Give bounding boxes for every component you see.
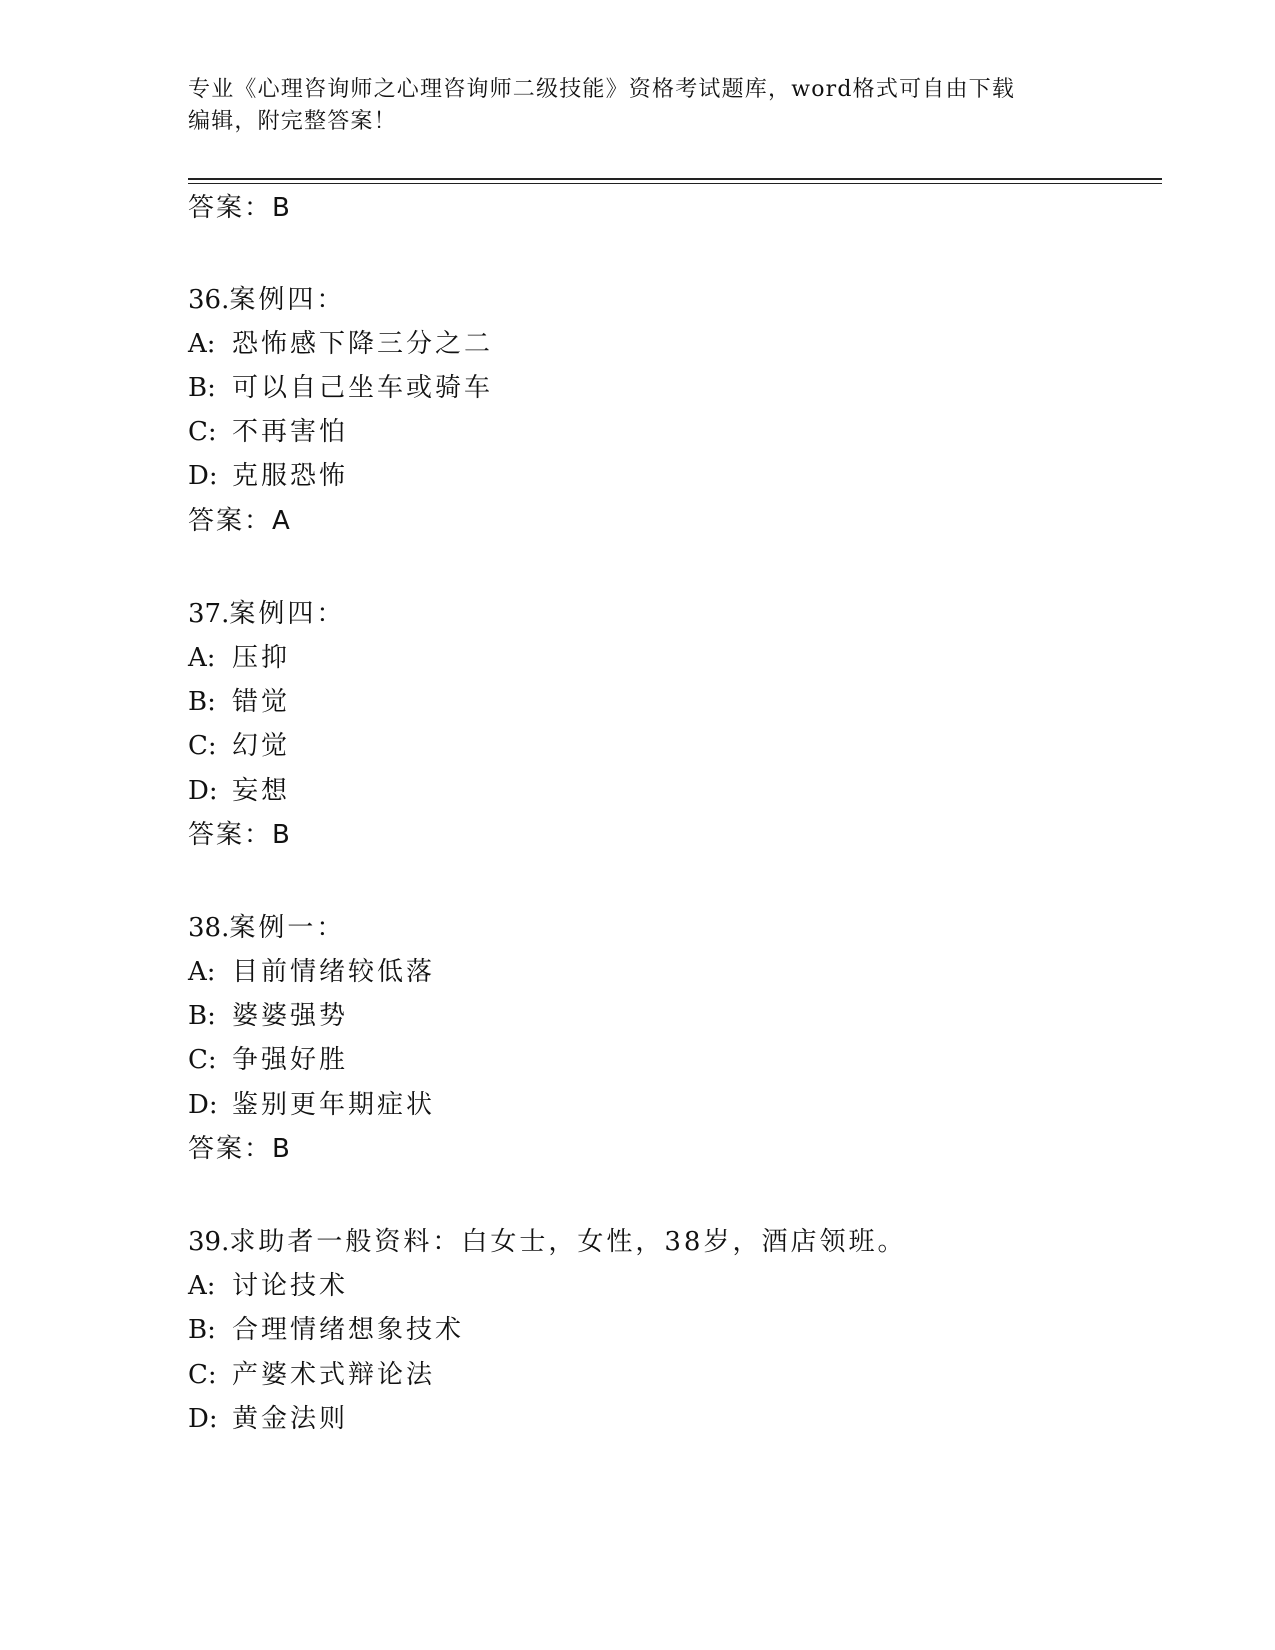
- option-text: 压抑: [232, 643, 291, 673]
- option-text: 产婆术式辩论法: [232, 1360, 436, 1390]
- question-text: 案例四：: [229, 599, 346, 629]
- option-d: [188, 774, 290, 808]
- option-label: A:: [188, 957, 216, 987]
- option-b: [188, 999, 348, 1033]
- question-text: 案例四：: [229, 285, 346, 315]
- option-label: D:: [188, 461, 218, 491]
- option-d: [188, 1402, 348, 1436]
- option-text: 恐怖感下降三分之二: [232, 329, 494, 359]
- option-c: [188, 415, 348, 449]
- option-d: [188, 459, 348, 493]
- option-a: [188, 641, 290, 675]
- option-c: [188, 729, 290, 763]
- option-c: [188, 1043, 348, 1077]
- question-number: 39.: [188, 1227, 230, 1257]
- option-text: 合理情绪想象技术: [232, 1315, 465, 1345]
- option-b: [188, 1313, 464, 1347]
- option-text: 错觉: [232, 687, 291, 717]
- option-label: A:: [188, 1271, 216, 1301]
- option-text: 讨论技术: [232, 1271, 349, 1301]
- header-line-2: 编辑，附完整答案！: [188, 109, 397, 134]
- header-rule-thin: [188, 183, 1162, 184]
- question-stem: [188, 283, 345, 317]
- option-text: 不再害怕: [232, 417, 349, 447]
- option-text: 黄金法则: [232, 1404, 349, 1434]
- answer: 答案：B: [188, 820, 292, 850]
- header-rule: [188, 178, 1162, 180]
- option-label: B:: [188, 687, 216, 717]
- option-text: 克服恐怖: [232, 461, 349, 491]
- option-c: [188, 1358, 435, 1392]
- option-text: 婆婆强势: [232, 1001, 349, 1031]
- question-stem: [188, 1225, 906, 1259]
- option-label: D:: [188, 1404, 218, 1434]
- question-text: 求助者一般资料：白女士，女性，38岁，酒店领班。: [229, 1227, 907, 1257]
- question-number: 37.: [188, 599, 230, 629]
- option-label: D:: [188, 1090, 218, 1120]
- header-line-1: 专业《心理咨询师之心理咨询师二级技能》资格考试题库，word格式可自由下载: [188, 77, 1016, 102]
- option-a: [188, 1269, 348, 1303]
- option-label: D:: [188, 776, 218, 806]
- option-text: 目前情绪较低落: [232, 957, 436, 987]
- option-text: 鉴别更年期症状: [232, 1090, 436, 1120]
- answer: 答案：A: [188, 506, 292, 536]
- option-d: [188, 1088, 435, 1122]
- option-b: [188, 371, 493, 405]
- option-label: A:: [188, 643, 216, 673]
- option-label: B:: [188, 1315, 216, 1345]
- option-label: C:: [188, 731, 217, 761]
- question-text: 案例一：: [229, 913, 346, 943]
- answer-prev: 答案：B: [188, 193, 292, 223]
- question-stem: [188, 597, 345, 631]
- option-label: C:: [188, 417, 217, 447]
- option-a: [188, 327, 493, 361]
- option-label: B:: [188, 373, 216, 403]
- question-number: 38.: [188, 913, 230, 943]
- answer: 答案：B: [188, 1134, 292, 1164]
- option-b: [188, 685, 290, 719]
- option-text: 可以自己坐车或骑车: [232, 373, 494, 403]
- option-text: 争强好胜: [232, 1045, 349, 1075]
- question-stem: [188, 911, 345, 945]
- option-a: [188, 955, 435, 989]
- question-number: 36.: [188, 285, 230, 315]
- option-label: A:: [188, 329, 216, 359]
- option-text: 妄想: [232, 776, 291, 806]
- option-text: 幻觉: [232, 731, 291, 761]
- document-header: [188, 74, 1088, 138]
- option-label: B:: [188, 1001, 216, 1031]
- option-label: C:: [188, 1045, 217, 1075]
- option-label: C:: [188, 1360, 217, 1390]
